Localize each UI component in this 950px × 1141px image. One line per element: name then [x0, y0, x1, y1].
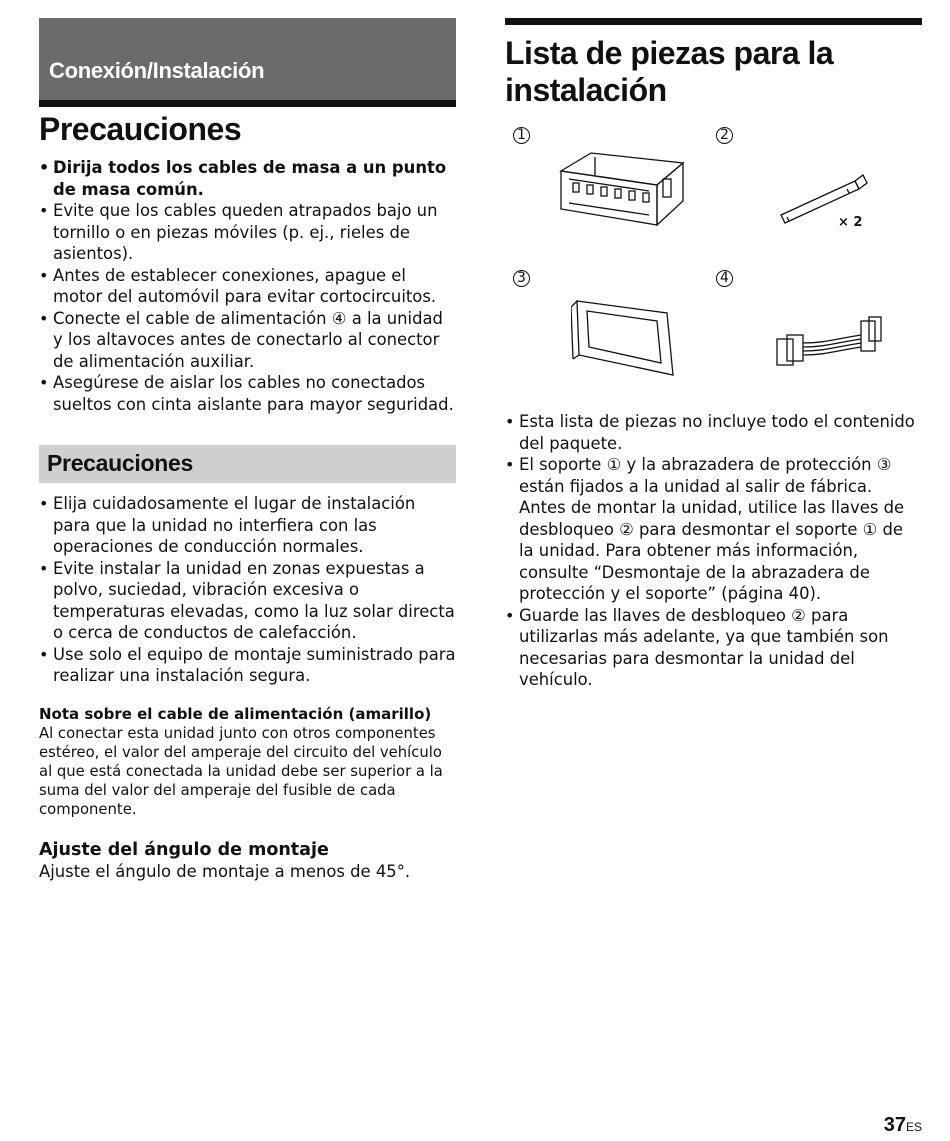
heading-rule: [505, 18, 922, 25]
page-number: [884, 1114, 922, 1137]
note-body: Al conectar esta unidad junto con otros componentes estéreo, el valor del amperaje del circuito del vehículo al que está conectada la unidad debe ser superior a la suma del valor del amperaje del fusible de cada componente.: [39, 724, 443, 818]
section-title: Conexión/Instalación: [49, 58, 265, 83]
section-header-band: [39, 18, 456, 107]
list-item: • Esta lista de piezas no incluye todo el contenido del paquete.: [505, 411, 922, 454]
subsection-title: Precauciones: [47, 450, 193, 476]
left-column: [39, 18, 456, 882]
parts-heading-line1: Lista de piezas para la: [505, 35, 834, 71]
power-cable-icon: [775, 313, 885, 375]
list-item: • Elija cuidadosamente el lugar de instalación para que la unidad no interfiera con las operaciones de conducción normales.: [39, 493, 456, 558]
mounting-sleeve-icon: [555, 149, 695, 234]
note-title: Nota sobre el cable de alimentación (amarillo): [39, 704, 432, 723]
list-item: • Guarde las llaves de desbloqueo ② para utilizarlas más adelante, ya que también son necesarias para desmontar la unidad del vehículo.: [505, 605, 922, 691]
page-number-value: 37: [883, 1114, 906, 1136]
adjust-angle-title: Ajuste del ángulo de montaje: [39, 839, 329, 860]
subsection-band: [39, 445, 456, 483]
part-number-4: 4: [716, 270, 733, 287]
part-number-1: 1: [513, 127, 530, 144]
adjust-angle-body: Ajuste el ángulo de montaje a menos de 45°.: [39, 861, 411, 881]
list-item: • Evite que los cables queden atrapados bajo un tornillo o en piezas móviles (p. ej., rieles de asientos).: [39, 200, 456, 265]
installation-precautions-list: [39, 493, 456, 687]
page-heading: Precauciones: [39, 111, 242, 147]
parts-heading: [505, 35, 922, 109]
part-number-3: 3: [513, 270, 530, 287]
list-item: • Use solo el equipo de montaje suministrado para realizar una instalación segura.: [39, 644, 456, 687]
parts-heading-line2: instalación: [505, 72, 667, 108]
list-item: • El soporte ① y la abrazadera de protección ③ están fijados a la unidad al salir de fábrica. Antes de montar la unidad, utilice las llaves de desbloqueo ② para desmontar el soporte ① de la unidad. Para obtener más información, consulte “Desmontaje de la abrazadera de protección y el soporte” (página 40).: [505, 454, 922, 605]
list-item: • Conecte el cable de alimentación ④ a la unidad y los altavoces antes de conectarlo al conector de alimentación auxiliar.: [39, 308, 456, 373]
right-column: [505, 18, 922, 691]
precautions-list: [39, 157, 456, 415]
page-language: ES: [905, 1120, 922, 1134]
quantity-label: × 2: [838, 215, 863, 230]
parts-illustration: [505, 127, 922, 399]
list-item: • Evite instalar la unidad en zonas expuestas a polvo, suciedad, vibración excesiva o temperaturas elevadas, como la luz solar directa o cerca de conductos de calefacción.: [39, 558, 456, 644]
list-item: • Asegúrese de aislar los cables no conectados sueltos con cinta aislante para mayor seguridad.: [39, 372, 456, 415]
list-item: • Dirija todos los cables de masa a un punto de masa común.: [39, 157, 456, 200]
parts-notes-list: [505, 411, 922, 691]
protection-collar-icon: [571, 297, 681, 379]
list-item: • Antes de establecer conexiones, apague el motor del automóvil para evitar cortocircuitos.: [39, 265, 456, 308]
part-number-2: 2: [716, 127, 733, 144]
